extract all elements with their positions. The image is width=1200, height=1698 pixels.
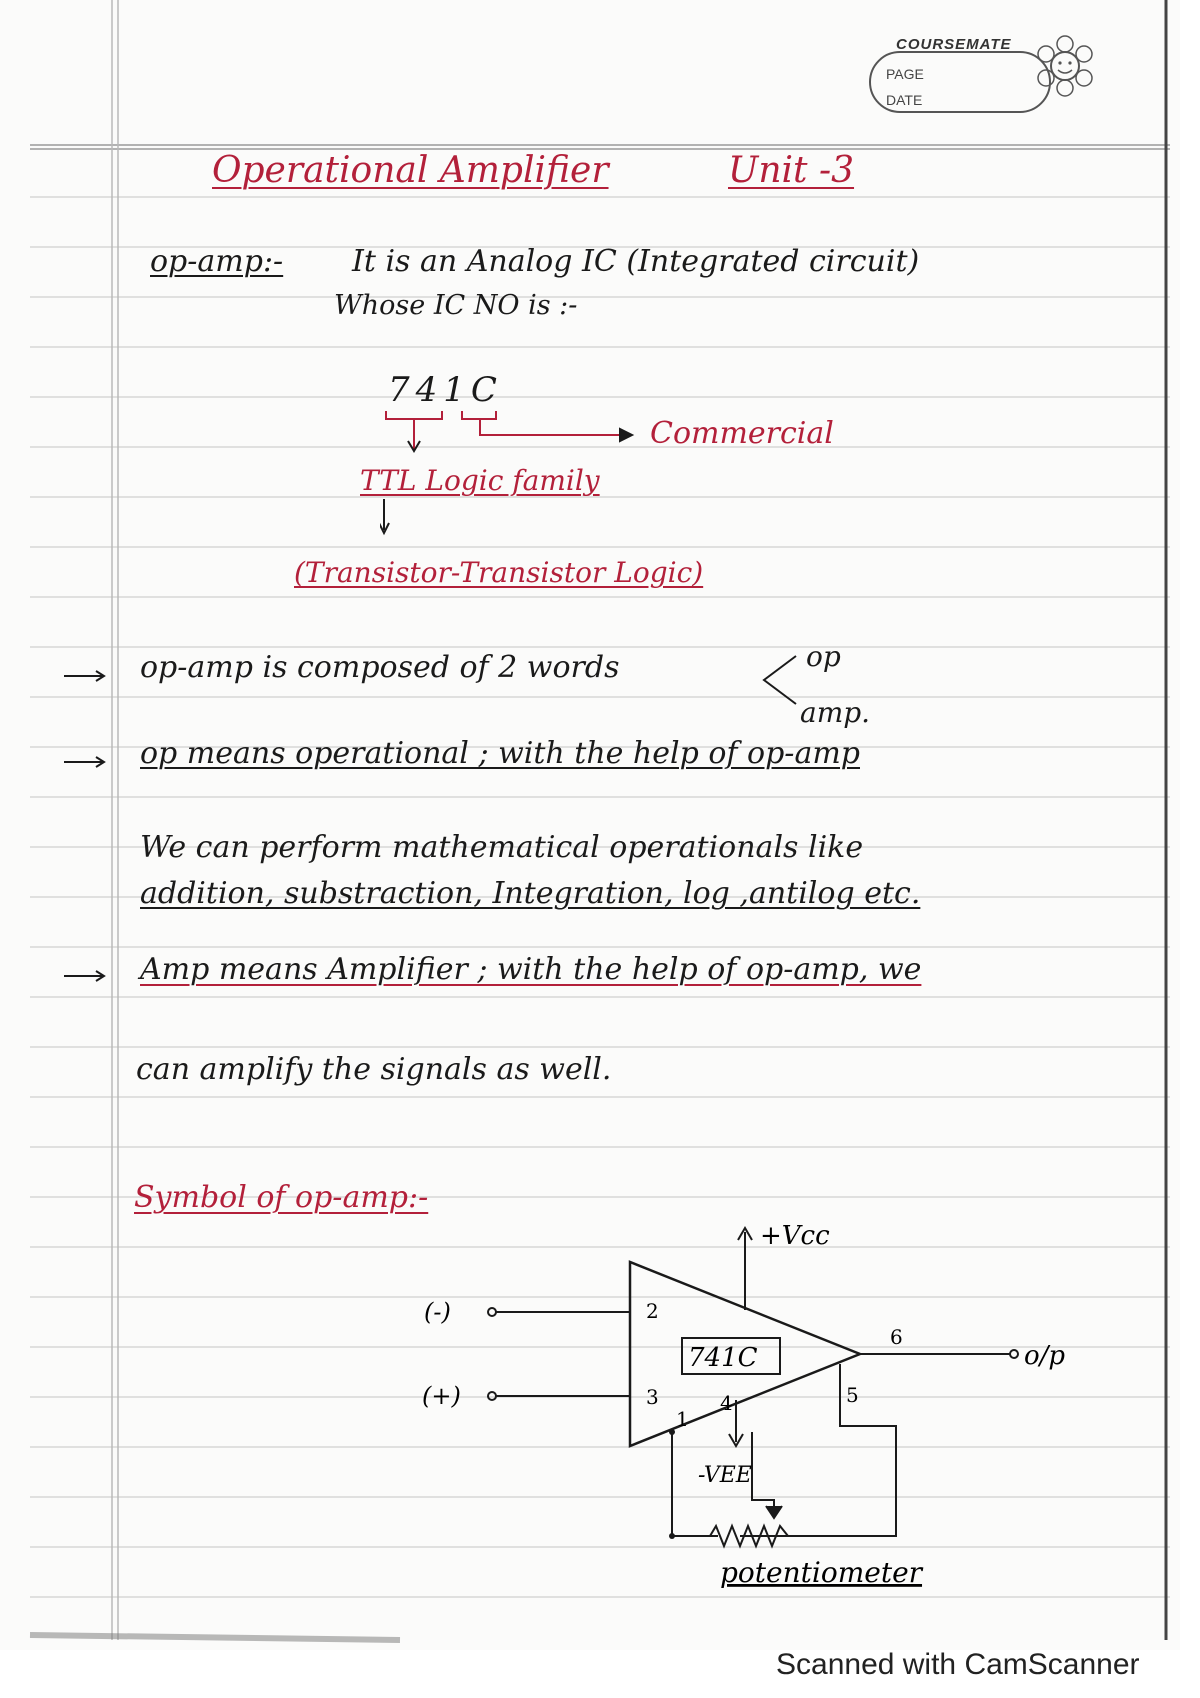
point-2-line2: We can perform mathematical operationals like: [140, 830, 864, 865]
pin-5: 5: [846, 1383, 859, 1407]
potentiometer-label: potentiometer: [720, 1556, 923, 1589]
point-3-line1: Amp means Amplifier ; with the help of op-amp, we: [140, 952, 922, 987]
stamp-brand: COURSEMATE: [896, 36, 1012, 53]
bullet-arrow-icon: [62, 754, 108, 770]
pin-1: 1: [676, 1407, 689, 1431]
vcc-label: +Vcc: [760, 1221, 830, 1251]
point-2-line3: addition, substraction, Integration, log ,antilog etc.: [140, 876, 921, 911]
ic-commercial-label: Commercial: [650, 416, 834, 451]
bullet-arrow-icon: [62, 668, 108, 684]
branch-amp: amp.: [800, 696, 871, 729]
op-amp-symbol-diagram: [400, 1210, 1100, 1600]
branch-op: op: [806, 640, 841, 673]
bullet-arrow-icon: [62, 968, 108, 984]
unit-label: Unit -3: [728, 150, 855, 191]
pin-4: 4: [720, 1391, 733, 1415]
definition-text: It is an Analog IC (Integrated circuit): [352, 244, 920, 279]
definition-line2: Whose IC NO is :-: [334, 290, 578, 321]
page-title: Operational Amplifier: [212, 150, 609, 191]
point-3-line2: can amplify the signals as well.: [136, 1052, 612, 1087]
point-2-line1: op means operational ; with the help of op-amp: [140, 736, 860, 771]
scanner-footer: Scanned with CamScanner: [776, 1648, 1140, 1681]
pin-2: 2: [646, 1299, 659, 1323]
pin-3: 3: [646, 1385, 659, 1409]
ic-family-expansion: (Transistor-Transistor Logic): [294, 556, 704, 589]
ic-family-label: TTL Logic family: [360, 464, 600, 497]
vee-label: -VEE: [698, 1463, 752, 1488]
ic-number: 741C: [388, 370, 503, 410]
pin-6: 6: [890, 1325, 903, 1349]
inverting-label: (-): [424, 1298, 451, 1326]
point-1-text: op-amp is composed of 2 words: [140, 650, 620, 685]
output-label: o/p: [1024, 1341, 1066, 1371]
stamp-date-label: DATE: [886, 92, 923, 108]
definition-term: op-amp:-: [150, 244, 284, 279]
noninverting-label: (+): [422, 1382, 461, 1410]
stamp-page-label: PAGE: [886, 66, 924, 82]
ic-box-label: 741C: [688, 1343, 758, 1373]
branch-bracket: [760, 650, 800, 710]
symbol-heading: Symbol of op-amp:-: [134, 1180, 429, 1215]
